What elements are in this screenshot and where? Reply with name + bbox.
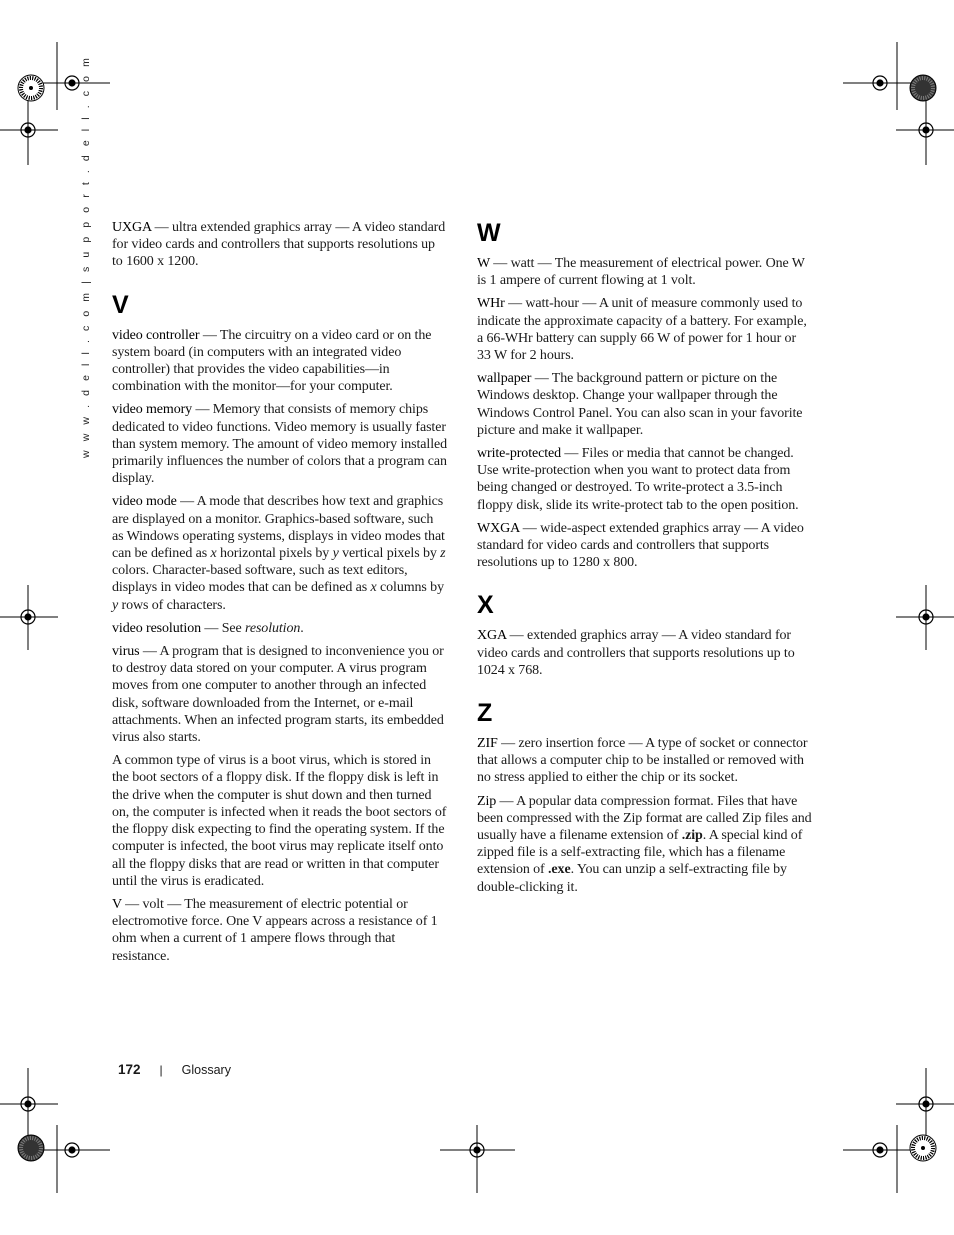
definition-text: columns by (376, 580, 444, 596)
term-label: video mode (112, 494, 177, 510)
term-label: write-protected (477, 446, 562, 462)
definition-text: — wide-aspect extended graphics array — A video standard for video cards and controllers that supports resolutions up to 1280 x 800. (477, 520, 804, 571)
entry-zip (477, 793, 813, 896)
variable-x: x (370, 580, 377, 596)
entry-uxga (112, 219, 448, 271)
term-label: WXGA (477, 520, 520, 536)
term-label: UXGA (112, 220, 152, 235)
file-extension: .zip (681, 828, 703, 844)
entry-video-resolution (112, 620, 448, 637)
variable-x: x (210, 546, 217, 562)
entry-wallpaper (477, 370, 813, 439)
entry-volt (112, 896, 448, 965)
definition-text: vertical pixels by (338, 546, 441, 562)
term-label: W (477, 256, 490, 271)
cross-reference-link: resolution (245, 620, 301, 636)
term-label: video memory (112, 402, 193, 418)
term-label: Zip (477, 793, 497, 809)
entry-xga (477, 627, 813, 679)
definition-text: — zero insertion force — A type of socket or connector that allows a computer chip to be installed or removed with no stress applied to either the chip or its socket. (477, 736, 808, 786)
term-label: video resolution (112, 620, 201, 636)
definition-text: — The circuitry on a video card or on the system board (in computers with an integrated video controller) that provides the video capabilities—in combination with the monitor—for your computer. (112, 327, 432, 395)
definition-text: . A special kind of zipped file is a self-extracting file, which has a filename extension of (477, 828, 803, 878)
definition-text: — Files or media that cannot be changed. Use write-protection when you want to protect data from being changed or destroyed. To write-protect a 3.5-inch floppy disk, slide its write-protect tab to the open position. (477, 446, 799, 513)
entry-video-controller (112, 327, 448, 396)
entry-watt-hour (477, 295, 813, 364)
definition-text: . You can unzip a self-extracting file by double-clicking it. (477, 862, 787, 895)
page-number: 172 (118, 1062, 141, 1077)
definition-text: . (300, 620, 304, 636)
footer-separator: | (159, 1062, 163, 1077)
term-label: ZIF (477, 736, 498, 752)
page-footer (118, 1062, 231, 1077)
definition-text: — A popular data compression format. Files that have been compressed with the Zip format are called Zip files and usually have a filename extension of (477, 793, 812, 844)
definition-text: — Memory that consists of memory chips dedicated to video functions. Video memory is usually faster than system memory. The amount of video memory installed primarily influences the number of colors that a program can display. (112, 402, 448, 487)
section-heading-v: V (112, 290, 129, 319)
side-url-text: w w w . d e l l . c o m | s u p p o r t . d e l l . c o m (80, 55, 92, 458)
variable-y: y (332, 546, 339, 562)
definition-text: — See (201, 620, 246, 636)
definition-text: — A program that is designed to inconvenience you or to destroy data stored on your computer. A virus program moves from one computer to another through an infected disk, software downloaded from the Internet, or e-mail attachments. When an infected program starts, its embedded virus also starts. (112, 644, 444, 746)
definition-text: — volt — The measurement of electric potential or electromotive force. One V appears across a resistance of 1 ohm when a current of 1 ampere flows through that resistance. (112, 896, 438, 964)
term-label: WHr (477, 296, 505, 312)
variable-z: z (440, 546, 446, 562)
term-label: wallpaper (477, 371, 532, 387)
file-extension: .exe (548, 862, 571, 878)
entry-write-protected (477, 445, 813, 514)
definition-text: — ultra extended graphics array — A video standard for video cards and controllers that supports resolutions up to 1600 x 1200. (112, 220, 446, 270)
definition-text: — watt-hour — A unit of measure commonly used to indicate the approximate capacity of a battery. For example, a 66-WHr battery can supply 66 W of power for 1 hour or 33 W for 2 hours. (477, 296, 807, 364)
section-name: Glossary (181, 1062, 231, 1077)
right-column (477, 219, 813, 902)
definition-text: horizontal pixels by (216, 546, 333, 562)
entry-virus-continued: A common type of virus is a boot virus, which is stored in the boot sectors of a floppy disk. If the floppy disk is left in the drive when the computer is shut down and then turned on, the computer is infected when it reads the boot sectors of the floppy disk expecting to find the operating system. If the computer is infected, the boot virus may replicate itself onto all the floppy disks that are read or written in that computer until the virus is eradicated. (112, 753, 447, 889)
definition-text: rows of characters. (118, 597, 226, 613)
term-label: virus (112, 644, 140, 660)
variable-y: y (112, 597, 119, 613)
definition-text: colors. Character-based software, such as text editors, displays in video modes that can be defined as (112, 563, 408, 596)
section-heading-x: X (477, 591, 494, 620)
definition-text: — The background pattern or picture on the Windows desktop. Change your wallpaper through the Windows Control Panel. You can also scan in your favorite picture and make it wallpaper. (477, 371, 803, 438)
term-label: V (112, 896, 122, 912)
entry-watt (477, 255, 813, 289)
section-heading-z: Z (477, 699, 493, 728)
section-heading-w: W (477, 219, 501, 247)
entry-zif (477, 735, 813, 787)
definition-text: — extended graphics array — A video standard for video cards and controllers that supports resolutions up to 1024 x 768. (477, 628, 795, 678)
entry-wxga (477, 520, 813, 572)
entry-video-memory (112, 401, 448, 487)
definition-text: — A mode that describes how text and graphics are displayed on a monitor. Graphics-based software, such as Windows operating systems, displays in video modes that can be defined as (112, 494, 445, 562)
definition-text: — watt — The measurement of electrical power. One W is 1 ampere of current flowing at 1 volt. (477, 256, 805, 289)
left-column (112, 219, 448, 971)
term-label: XGA (477, 628, 507, 644)
term-label: video controller (112, 327, 200, 343)
entry-virus (112, 643, 448, 746)
entry-video-mode (112, 493, 448, 613)
